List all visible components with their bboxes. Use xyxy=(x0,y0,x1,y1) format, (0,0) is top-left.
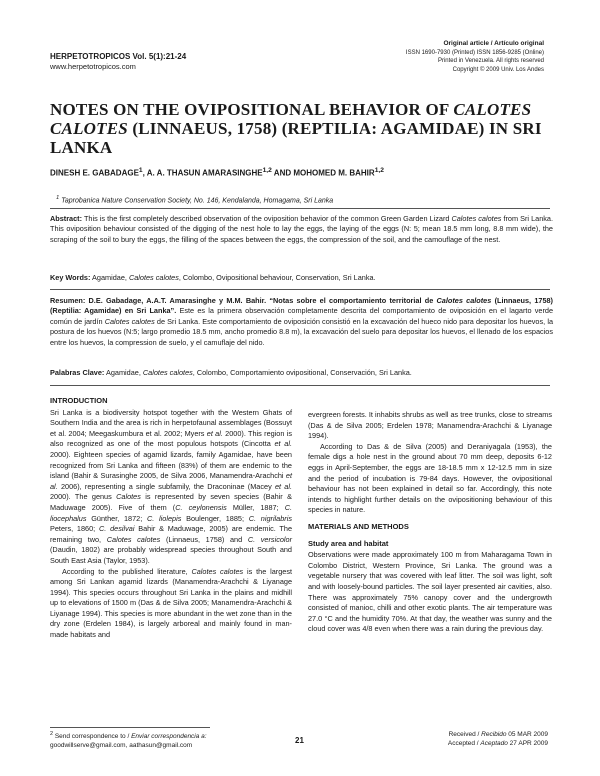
author: AND MOHOMED M. BAHIR xyxy=(271,168,375,178)
body-text: (Daudin, 1802) are probably widespread species throughout South and South East Asia (Taylor, 1953). xyxy=(50,545,292,565)
footnote-text: Enviar correspondencia a: xyxy=(131,733,207,741)
author: , A. A. THASUN AMARASINGHE xyxy=(142,168,263,178)
species-name: Calotes calotes xyxy=(451,214,502,223)
body-text: 2000). The genus xyxy=(50,492,117,502)
species-name: C. liolepis xyxy=(147,513,182,523)
body-text: Peters, 1860; xyxy=(50,524,99,534)
column-left xyxy=(50,396,292,641)
species-name: C. nigrilabris xyxy=(248,513,292,523)
body-text: Müller, 1887; xyxy=(226,502,285,512)
body-text: Bahir & Maduwage, 2005) are endemic. The remaining two, xyxy=(50,524,292,544)
footnote-text: Send correspondence to / xyxy=(53,733,132,741)
divider xyxy=(50,289,550,290)
column-right xyxy=(308,410,552,635)
abstract-text: from Sri Lanka. This oviposition behaviour consisted of the digging of the nest hole to lay the eggs, the laying of the eggs (N: 5; mean 18.5 mm long, 8.8 mm wide), the scraping of the soil to bury the eggs, the filling of the spaces between the eggs, the compression of the soil, and the camouflage of the nest. xyxy=(50,214,553,244)
species-name: Calotes calotes xyxy=(128,273,179,282)
received-label: Received / xyxy=(448,731,482,738)
copyright: Copyright © 2009 Univ. Los Andes xyxy=(452,66,544,73)
keywords-text: , Colombo, Ovipositional behaviour, Conservation, Sri Lanka. xyxy=(178,273,376,282)
abstract-label: Abstract: xyxy=(50,214,83,223)
resumen-label: Resumen: xyxy=(50,296,86,305)
resumen xyxy=(50,296,553,348)
body-text: (Linnaeus, 1758) and xyxy=(160,534,248,544)
accepted-label: Aceptado xyxy=(480,740,508,747)
keywords xyxy=(50,273,553,283)
intro-paragraph xyxy=(50,408,292,567)
paper-title xyxy=(50,100,555,157)
resumen-citation: (Linnaeus, 1758)(Reptilia: Agamidae) en Sri Lanka”. xyxy=(50,296,553,316)
body-text: 2000). Eighteen species of agamid lizards, family Agamidae, have been recognized from Sri Lanka and fifteen (83%) of them are endemic to the island (Bahir & Surasinghe 2005, de Silva 2006, Manamendra-Arachchi xyxy=(50,449,292,481)
submission-dates xyxy=(448,730,548,748)
body-text: et al. xyxy=(206,428,223,438)
author-sup: 1,2 xyxy=(374,167,384,174)
body-text: et al. xyxy=(274,481,293,491)
resumen-text: de Sri Lanka. Este comportamiento de oviposición consistió en la excavación del hueco nido para depositar los huevos, la postura de los huevos (N:5; largo promedio 18.5 mm, ancho promedio 8.8 m), la excavación del suelo para depositar los huevos, el llenado de los espacios entre los huevos, la compression de suelo, y el camuflaje del nido. xyxy=(50,316,554,347)
body-text: is the largest among Sri Lankan agamid lizards (Manamendra-Arachchi & Liyanage 1994). This species occurs throughout Sri Lanka in the plains and midhill up to elevations of 1500 m (Das & de Silva 2005; Manamendra-Arachchi & Liyanage 1994). This species is more abundant in the wet zone than in the dry zone (Erdelen 1984), is largely arboreal and mainly found in man-made habitats and xyxy=(50,566,292,640)
section-heading-methods: MATERIALS AND METHODS xyxy=(308,521,409,531)
footnote-sup: 2 xyxy=(50,731,54,737)
correspondence-emails[interactable]: goodwillserve@gmail.com, aathasun@gmail.com xyxy=(50,742,193,750)
title-text: (LINNAEUS, 1758) (REPTILIA: AGAMIDAE) IN SRI xyxy=(127,119,542,138)
title-species: CALOTES xyxy=(50,119,128,138)
divider xyxy=(50,385,550,386)
affiliation-sup: 1 xyxy=(56,195,60,201)
body-paragraph: evergreen forests. It inhabits shrubs as well as tree trunks, close to streams (Das & de Silva 2005; Erdelen 1978; Manamendra-Arachchi & Liyanage 1994). xyxy=(308,410,552,441)
accepted-label: Accepted / xyxy=(447,740,481,747)
publication-info xyxy=(406,40,544,74)
journal-website[interactable]: www.herpetotropicos.com xyxy=(50,62,136,71)
subsection-heading-study-area: Study area and habitat xyxy=(308,538,389,548)
palabras-clave xyxy=(50,368,553,378)
body-text: Boulenger, 1885; xyxy=(181,513,249,523)
body-text: et al. xyxy=(50,471,292,491)
species-name: Calotes calotes xyxy=(106,534,161,544)
body-text: Günther, 1872; xyxy=(86,513,147,523)
species-name: Calotes xyxy=(116,492,141,502)
palabras-label: Palabras Clave: xyxy=(50,368,105,377)
author-sup: 1 xyxy=(138,167,143,174)
body-text: et al. xyxy=(274,439,292,449)
page-number: 21 xyxy=(295,736,304,745)
species-name: Calotes calotes xyxy=(436,296,492,305)
section-heading-introduction: INTRODUCTION xyxy=(50,396,108,405)
abstract-text: This is the first completely described observation of the oviposition behavior of the common Green Garden Lizard xyxy=(82,214,452,223)
issn: ISSN 1690-7930 (Printed) ISSN 1856-9285 (Online) xyxy=(405,49,544,56)
footnote xyxy=(50,730,207,750)
body-paragraph: Observations were made approximately 100 m from Maharagama Town in Colombo District, Western Province, Sri Lanka. The ground was a vegetable nursery that was covered with leaf litter. The soil was light, soft and with loosely-bound particles. The soil layer presented air cavities, also. There was approximately 75% canopy cover and the undergrowth consisted of manioc, chilli and other exotic plants. The air temperature was 27.0 °C and the humidity 70%. At that day, the weather was sunny and the cloud cover was 4/8 even when there was a rain during the previous day. xyxy=(308,550,552,634)
accepted-date: 27 APR 2009 xyxy=(507,740,548,747)
divider xyxy=(50,208,550,209)
received-date: 05 MAR 2009 xyxy=(506,731,548,738)
author-sup: 1,2 xyxy=(262,167,272,174)
printed-note: Printed in Venezuela. All rights reserved xyxy=(437,58,544,64)
resumen-citation: D.E. Gabadage, A.A.T. Amarasinghe y M.M. Bahir. “Notas sobre el comportamiento territorial de xyxy=(85,296,437,305)
species-name: C. desilvai xyxy=(99,524,135,534)
received-label: Recibido xyxy=(481,731,507,738)
body-text: 2000). This region is also recognized as one of the most populous hotspots (Cincotta xyxy=(50,428,292,449)
body-paragraph: According to Das & de Silva (2005) and Deraniyagala (1953), the female digs a hole nest in the ground about 70 mm deep, deposits 6-12 eggs in April-September, the eggs are 18-18.5 mm x 12-12.5 mm in size and the period of incubation is 79-84 days. However, the ovipositional behaviour has not been explained in detail so far. Accordingly, this note intends to highlight further details on the ovipositioning behaviour of this species in nature. xyxy=(308,441,552,515)
body-text: is represented by seven species (Bahir & Maduwage 2005). Five of them ( xyxy=(50,492,292,512)
species-name: Calotes calotes xyxy=(104,316,155,326)
title-text: NOTES ON THE OVIPOSITIONAL BEHAVIOR OF xyxy=(50,100,454,119)
footnote-divider xyxy=(50,727,210,728)
species-name: Calotes calotes xyxy=(142,368,193,377)
keywords-text: Agamidae, xyxy=(90,273,129,282)
title-text: LANKA xyxy=(50,138,113,157)
abstract xyxy=(50,214,553,245)
journal-citation: HERPETOTROPICOS Vol. 5(1):21-24 xyxy=(50,52,187,61)
affiliation xyxy=(56,195,333,204)
affiliation-text: Taprobanica Nature Conservation Society, No. 146, Kendalanda, Homagama, Sri Lanka xyxy=(59,197,334,205)
article-type: Original article / Artículo original xyxy=(443,40,544,47)
author: DINESH E. GABADAGE xyxy=(50,168,139,178)
palabras-text: , Colombo, Comportamiento ovipositional, Conservación, Sri Lanka. xyxy=(192,368,412,377)
keywords-label: Key Words: xyxy=(50,273,91,282)
species-name: C. liocephalus xyxy=(50,502,293,523)
body-text: According to the published literature, xyxy=(62,566,192,576)
species-name: Calotes calotes xyxy=(191,566,244,576)
resumen-text: Este es la primera observación completamente descrita del comportamiento de oviposición en el lagarto verde común de jardín xyxy=(50,306,553,326)
body-text: 2006), representing a single subfamily, the Draconinae (Macey xyxy=(57,481,275,491)
species-name: C. ceylonensis xyxy=(175,502,227,512)
species-name: C. versicolor xyxy=(247,534,293,544)
body-text: Sri Lanka is a biodiversity hotspot together with the Western Ghats of Southern India and the area is rich in herpetofaunal assemblages (Bossuyt et al. 2004; Meegaskumbura et al. 2002; Myers xyxy=(50,407,292,438)
intro-paragraph xyxy=(50,567,292,641)
author-list xyxy=(50,167,384,178)
palabras-text: Agamidae, xyxy=(104,368,143,377)
title-genus: CALOTES xyxy=(453,100,532,119)
journal-header xyxy=(50,52,186,72)
